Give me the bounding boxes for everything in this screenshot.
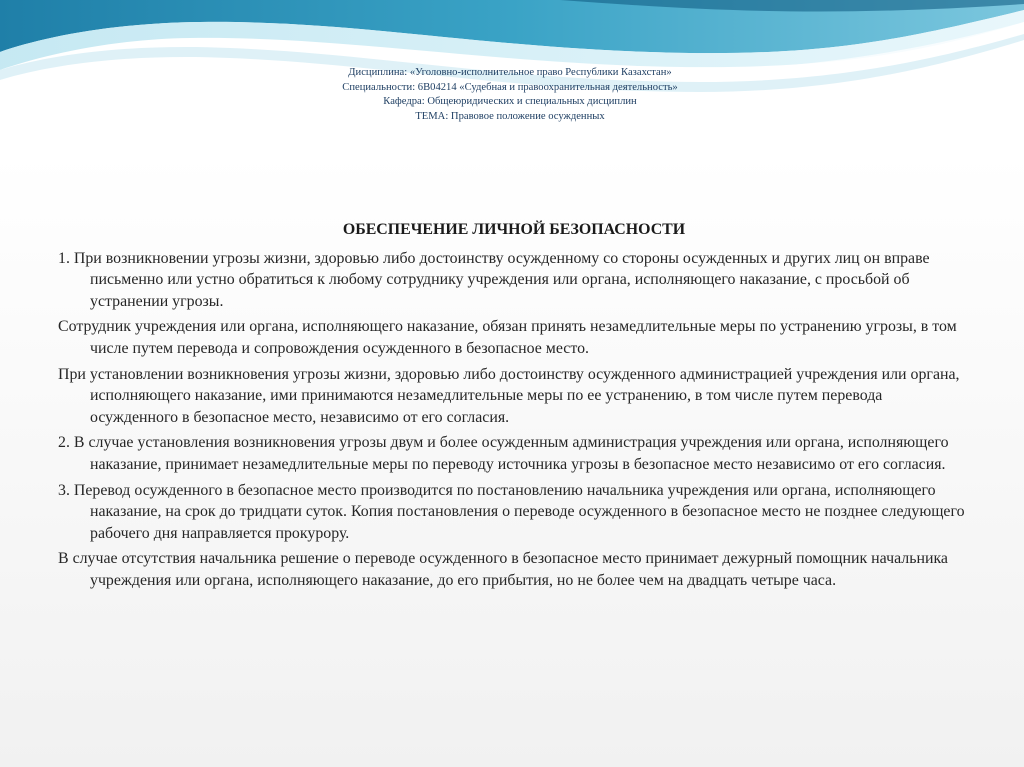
slide-title: ОБЕСПЕЧЕНИЕ ЛИЧНОЙ БЕЗОПАСНОСТИ	[342, 221, 686, 238]
slide-header	[150, 66, 870, 124]
slide-content	[58, 219, 970, 596]
paragraph-6: В случае отсутствия начальника решение о переводе осужденного в безопасное место принимает дежурный помощник начальника учреждения или органа, исполняющего наказание, до его прибытия, но не более чем на двадцать четыре часа.	[58, 550, 948, 589]
specialty-line: Специальности: 6В04214 «Судебная и правоохранительная деятельность»	[342, 81, 678, 93]
department-line: Кафедра: Общеюридических и специальных дисциплин	[383, 96, 637, 108]
paragraph-5: 3. Перевод осужденного в безопасное место производится по постановлению начальника учреждения или органа, исполняющего наказание, на срок до тридцати суток. Копия постановления о переводе осужденного в безопасное место не позднее следующего рабочего дня направляется прокурору.	[58, 481, 965, 542]
paragraph-4: 2. В случае установления возникновения угрозы двум и более осужденным администрация учреждения или органа, исполняющего наказание, принимает незамедлительные меры по переводу источника угрозы в безопасное место независимо от его согласия.	[58, 434, 949, 473]
paragraph-3: При установлении возникновения угрозы жизни, здоровью либо достоинству осужденного администрацией учреждения или органа, исполняющего наказание, ими принимаются незамедлительные меры по ее устранению, в том числе путем перевода осужденного в безопасное место, независимо от его согласия.	[58, 365, 960, 426]
paragraph-1: 1. При возникновении угрозы жизни, здоровью либо достоинству осужденному со стороны осужденных и других лиц он вправе письменно или устно обратиться к любому сотруднику учреждения или органа, исполняющего наказание, с просьбой об устранении угрозы.	[58, 249, 930, 310]
discipline-line: Дисциплина: «Уголовно-исполнительное право Республики Казахстан»	[348, 67, 672, 78]
topic-line: ТЕМА: Правовое положение осужденных	[415, 110, 605, 122]
paragraph-2: Сотрудник учреждения или органа, исполняющего наказание, обязан принять незамедлительные меры по устранению угрозы, в том числе путем перевода и сопровождения осужденного в безопасное место.	[58, 318, 957, 357]
